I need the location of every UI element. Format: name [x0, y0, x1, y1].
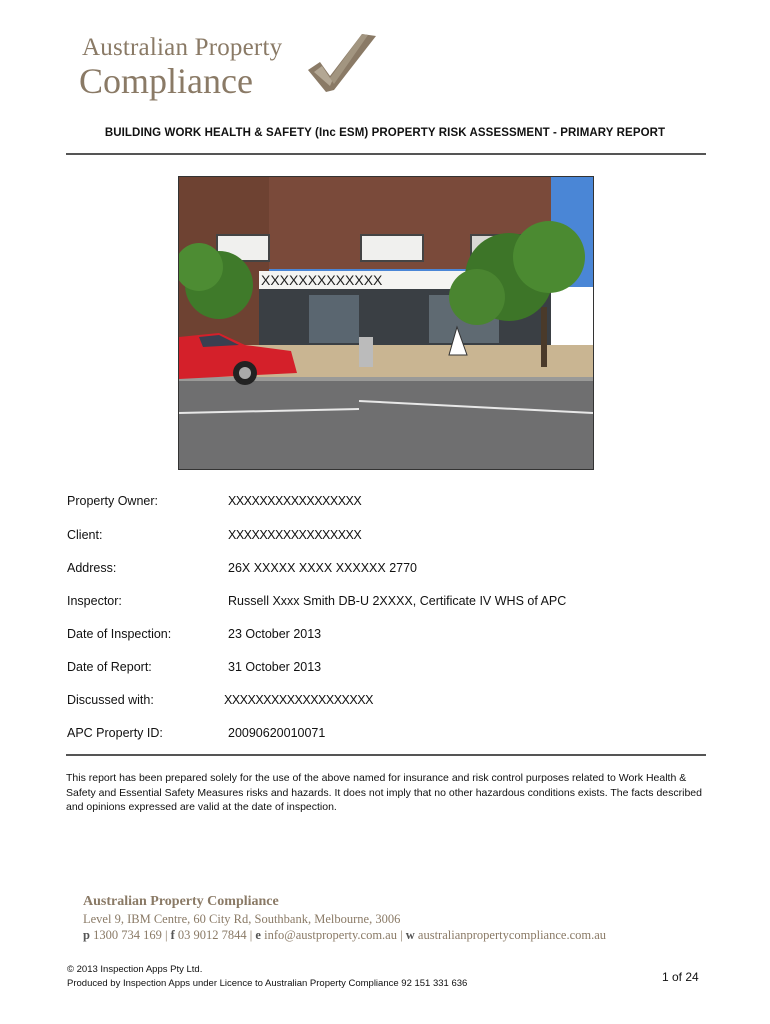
discussed-with-label: Discussed with: — [67, 693, 154, 707]
website-link[interactable]: australianpropertycompliance.com.au — [417, 928, 607, 942]
client-value: XXXXXXXXXXXXXXXXX — [228, 528, 362, 542]
inspector-label: Inspector: — [67, 594, 122, 608]
disclaimer-text: This report has been prepared solely for the use of the above named for insurance and risk control purposes related to Work Health & Safety and Essential Safety Measures risks and hazards. It does not imply that no other hazardous conditions exists. The facts described and opinions expressed are valid at the date of inspection. — [66, 772, 702, 813]
logo-text-line1: Australian Property — [82, 34, 283, 61]
copyright-text: © 2013 Inspection Apps Pty Ltd. — [67, 964, 203, 975]
property-photo — [178, 176, 594, 470]
property-owner-label: Property Owner: — [67, 494, 159, 508]
footer-contact-line: p 1300 734 169 | f 03 9012 7844 | e info@austproperty.com.au | w australianpropertycompliance.com.au — [83, 928, 607, 942]
web-prefix: w — [405, 928, 415, 942]
date-of-report-label: Date of Report: — [67, 660, 152, 674]
details-divider — [66, 754, 706, 756]
footer-company-name: Australian Property Compliance — [83, 894, 279, 909]
logo-text-line2: Compliance — [79, 61, 253, 101]
fax-prefix: f — [170, 928, 175, 942]
inspector-value: Russell Xxxx Smith DB-U 2XXXX, Certificate IV WHS of APC — [228, 594, 567, 608]
property-owner-value: XXXXXXXXXXXXXXXXX — [228, 494, 362, 508]
date-of-inspection-label: Date of Inspection: — [67, 627, 172, 641]
shop-sign-text: XXXXXXXXXXXXX — [261, 272, 383, 288]
apc-property-id-value: 20090620010071 — [228, 726, 326, 740]
apc-property-id-label: APC Property ID: — [67, 726, 163, 740]
email-link[interactable]: info@austproperty.com.au — [264, 928, 397, 942]
phone-prefix: p — [83, 928, 90, 942]
date-of-inspection-value: 23 October 2013 — [228, 627, 322, 641]
title-divider — [66, 153, 706, 155]
produced-by-text: Produced by Inspection Apps under Licence to Australian Property Compliance 92 151 331 636 — [67, 978, 468, 989]
client-label: Client: — [67, 528, 103, 542]
address-value: 26X XXXXX XXXX XXXXXX 2770 — [228, 561, 418, 575]
email-prefix: e — [255, 928, 261, 942]
report-title: BUILDING WORK HEALTH & SAFETY (Inc ESM) PROPERTY RISK ASSESSMENT - PRIMARY REPORT — [104, 127, 666, 139]
address-label: Address: — [67, 561, 117, 575]
date-of-report-value: 31 October 2013 — [228, 660, 322, 674]
page-number: 1 of 24 — [662, 970, 699, 984]
footer-address: Level 9, IBM Centre, 60 City Rd, Southbank, Melbourne, 3006 — [83, 912, 401, 926]
phone-number: 1300 734 169 — [93, 928, 162, 942]
discussed-with-value: XXXXXXXXXXXXXXXXXXX — [224, 693, 373, 707]
checkmark-logo-icon — [300, 32, 380, 94]
fax-number: 03 9012 7844 — [177, 928, 247, 942]
